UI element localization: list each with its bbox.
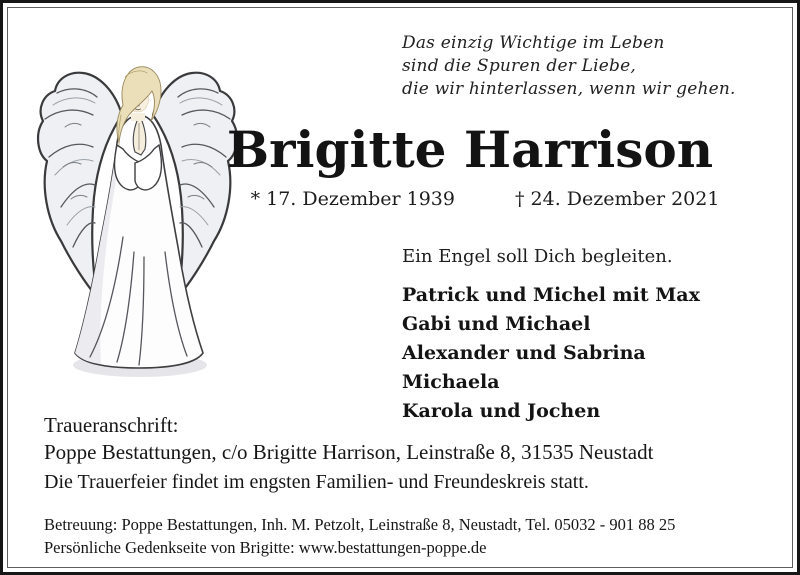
mourner-name: Gabi und Michael xyxy=(402,313,591,335)
blessing-text: Ein Engel soll Dich begleiten. xyxy=(402,246,673,267)
funeral-home-info: Betreuung: Poppe Bestattungen, Inh. M. Petzolt, Leinstraße 8, Neustadt, Tel. 05032 - 901 88 25 xyxy=(44,515,676,534)
mourning-address-label: Traueranschrift: xyxy=(44,413,179,437)
mourners-list xyxy=(402,281,700,426)
memorial-quote xyxy=(402,32,736,101)
memorial-site-info: Persönliche Gedenkseite von Brigitte: www.bestattungen-poppe.de xyxy=(44,538,487,557)
birth-date: * 17. Dezember 1939 xyxy=(250,188,455,210)
angel-neck xyxy=(131,113,145,121)
ceremony-notice: Die Trauerfeier findet im engsten Familien- und Freundeskreis statt. xyxy=(44,471,589,493)
quote-line: Das einzig Wichtige im Leben xyxy=(402,33,665,53)
quote-line: die wir hinterlassen, wenn wir gehen. xyxy=(402,79,736,99)
praying-angel-illustration xyxy=(35,57,240,382)
mourning-address-block xyxy=(44,412,653,466)
mourner-name: Michaela xyxy=(402,371,500,393)
death-date: † 24. Dezember 2021 xyxy=(515,188,720,210)
life-dates xyxy=(240,188,730,210)
mourner-name: Karola und Jochen xyxy=(402,400,601,422)
footer-info xyxy=(44,513,675,559)
mourner-name: Alexander und Sabrina xyxy=(402,342,646,364)
mourner-name: Patrick und Michel mit Max xyxy=(402,284,700,306)
mourning-address: Poppe Bestattungen, c/o Brigitte Harrison, Leinstraße 8, 31535 Neustadt xyxy=(44,440,654,464)
quote-line: sind die Spuren der Liebe, xyxy=(402,56,637,76)
deceased-name: Brigitte Harrison xyxy=(226,120,714,179)
